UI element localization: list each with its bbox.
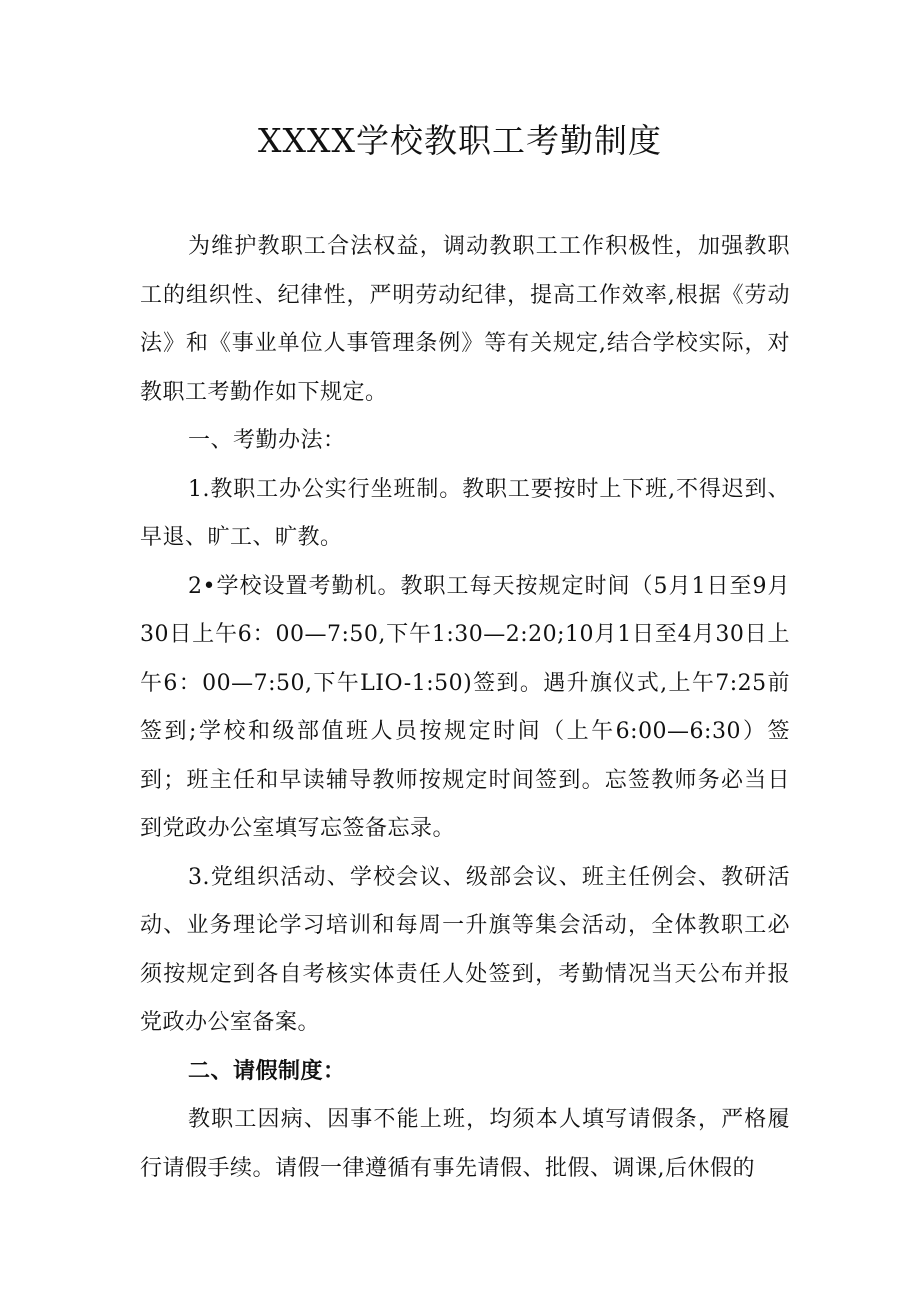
rule-item-2: 2•学校设置考勤机。教职工每天按规定时间（5月1日至9月30日上午6：00—7:50,下午1:30—2:20;10月1日至4月30日上午6：00—7:50,下午LIO-1:50)签到。遇升旗仪式,上午7:25前签到;学校和级部值班人员按规定时间（上午6:00—6:30）签到；班主任和早读辅导教师按规定时间签到。忘签教师务必当日到党政办公室填写忘签备忘录。 [140, 573, 790, 841]
intro-paragraph: 为维护教职工合法权益，调动教职工工作积极性，加强教职工的组织性、纪律性，严明劳动纪律，提高工作效率,根据《劳动法》和《事业单位人事管理条例》等有关规定,结合学校实际，对教职工考勤作如下规定。 [140, 234, 790, 405]
document-body [140, 223, 790, 1193]
section-heading-attendance-method: 一、考勤办法： [188, 428, 346, 453]
rule-item-1: 1.教职工办公实行坐班制。教职工要按时上下班,不得迟到、早退、旷工、旷教。 [140, 476, 790, 550]
leave-paragraph: 教职工因病、因事不能上班，均须本人填写请假条，严格履行请假手续。请假一律遵循有事先请假、批假、调课,后休假的 [140, 1107, 790, 1181]
section-heading-leave-system: 二、请假制度： [188, 1058, 346, 1084]
document-title: XXXX学校教职工考勤制度 [258, 121, 662, 160]
rule-item-3: 3.党组织活动、学校会议、级部会议、班主任例会、教研活动、业务理论学习培训和每周一升旗等集会活动，全体教职工必须按规定到各自考核实体责任人处签到，考勤情况当天公布并报党政办公室备案。 [140, 864, 790, 1035]
